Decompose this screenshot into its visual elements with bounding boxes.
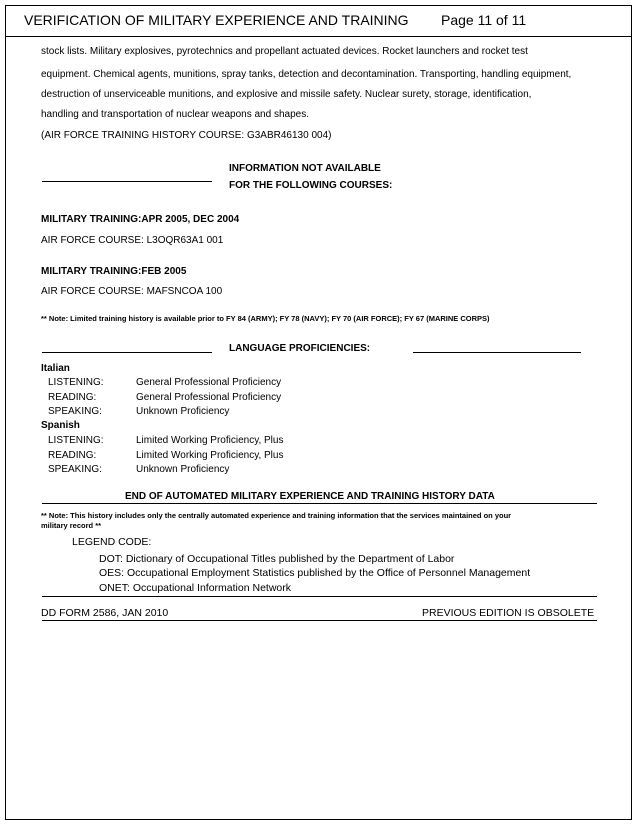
note-limited-history: ** Note: Limited training history is available prior to FY 84 (ARMY); FY 78 (NAVY); FY 70 (AIR FORCE); FY 67 (MARINE CORPS)	[41, 314, 490, 323]
training-heading: MILITARY TRAINING:APR 2005, DEC 2004	[41, 214, 240, 225]
skill-value: General Professional Proficiency	[136, 377, 282, 388]
skill-label: READING:	[48, 392, 97, 403]
section-divider	[42, 181, 212, 182]
section-divider	[42, 352, 212, 353]
skill-value: Limited Working Proficiency, Plus	[136, 450, 284, 461]
intro-line: destruction of unserviceable munitions, and explosive and missile safety. Nuclear surety, storage, identification,	[41, 89, 532, 100]
skill-label: READING:	[48, 450, 97, 461]
section-divider	[413, 352, 581, 353]
end-divider	[42, 503, 597, 504]
form-id: DD FORM 2586, JAN 2010	[41, 607, 169, 619]
language-name: Spanish	[41, 420, 80, 431]
info-not-available-heading: INFORMATION NOT AVAILABLE	[229, 163, 381, 174]
training-heading: MILITARY TRAINING:FEB 2005	[41, 266, 187, 277]
footer-divider	[42, 620, 597, 621]
language-heading: LANGUAGE PROFICIENCIES:	[229, 343, 371, 354]
skill-value: Unknown Proficiency	[136, 406, 230, 417]
header-divider	[5, 36, 632, 37]
info-not-available-subheading: FOR THE FOLLOWING COURSES:	[229, 180, 393, 191]
skill-label: SPEAKING:	[48, 464, 102, 475]
legend-item: ONET: Occupational Information Network	[99, 582, 291, 594]
note-history: military record **	[41, 521, 102, 530]
intro-line: equipment. Chemical agents, munitions, spray tanks, detection and decontamination. Transporting, handling equipment,	[41, 69, 572, 80]
skill-value: Limited Working Proficiency, Plus	[136, 435, 284, 446]
intro-line: stock lists. Military explosives, pyrotechnics and propellant actuated devices. Rocket launchers and rocket test	[41, 46, 528, 57]
skill-label: LISTENING:	[48, 377, 104, 388]
legend-divider	[42, 596, 597, 597]
edition-note: PREVIOUS EDITION IS OBSOLETE	[422, 607, 595, 619]
course-code: (AIR FORCE TRAINING HISTORY COURSE: G3ABR46130 004)	[41, 130, 332, 141]
page-number: Page 11 of 11	[441, 12, 527, 28]
training-course: AIR FORCE COURSE: L3OQR63A1 001	[41, 235, 224, 246]
end-of-data-heading: END OF AUTOMATED MILITARY EXPERIENCE AND TRAINING HISTORY DATA	[125, 491, 495, 502]
language-name: Italian	[41, 363, 70, 374]
legend-item: DOT: Dictionary of Occupational Titles published by the Department of Labor	[99, 553, 455, 565]
training-course: AIR FORCE COURSE: MAFSNCOA 100	[41, 286, 223, 297]
legend-item: OES: Occupational Employment Statistics published by the Office of Personnel Management	[99, 567, 531, 579]
skill-label: LISTENING:	[48, 435, 104, 446]
skill-label: SPEAKING:	[48, 406, 102, 417]
legend-title: LEGEND CODE:	[72, 536, 152, 548]
intro-line: handling and transportation of nuclear weapons and shapes.	[41, 109, 309, 120]
page-title: VERIFICATION OF MILITARY EXPERIENCE AND TRAINING	[24, 12, 409, 28]
skill-value: General Professional Proficiency	[136, 392, 282, 403]
note-history: ** Note: This history includes only the centrally automated experience and training information that the services maintained on your	[41, 511, 512, 520]
skill-value: Unknown Proficiency	[136, 464, 230, 475]
